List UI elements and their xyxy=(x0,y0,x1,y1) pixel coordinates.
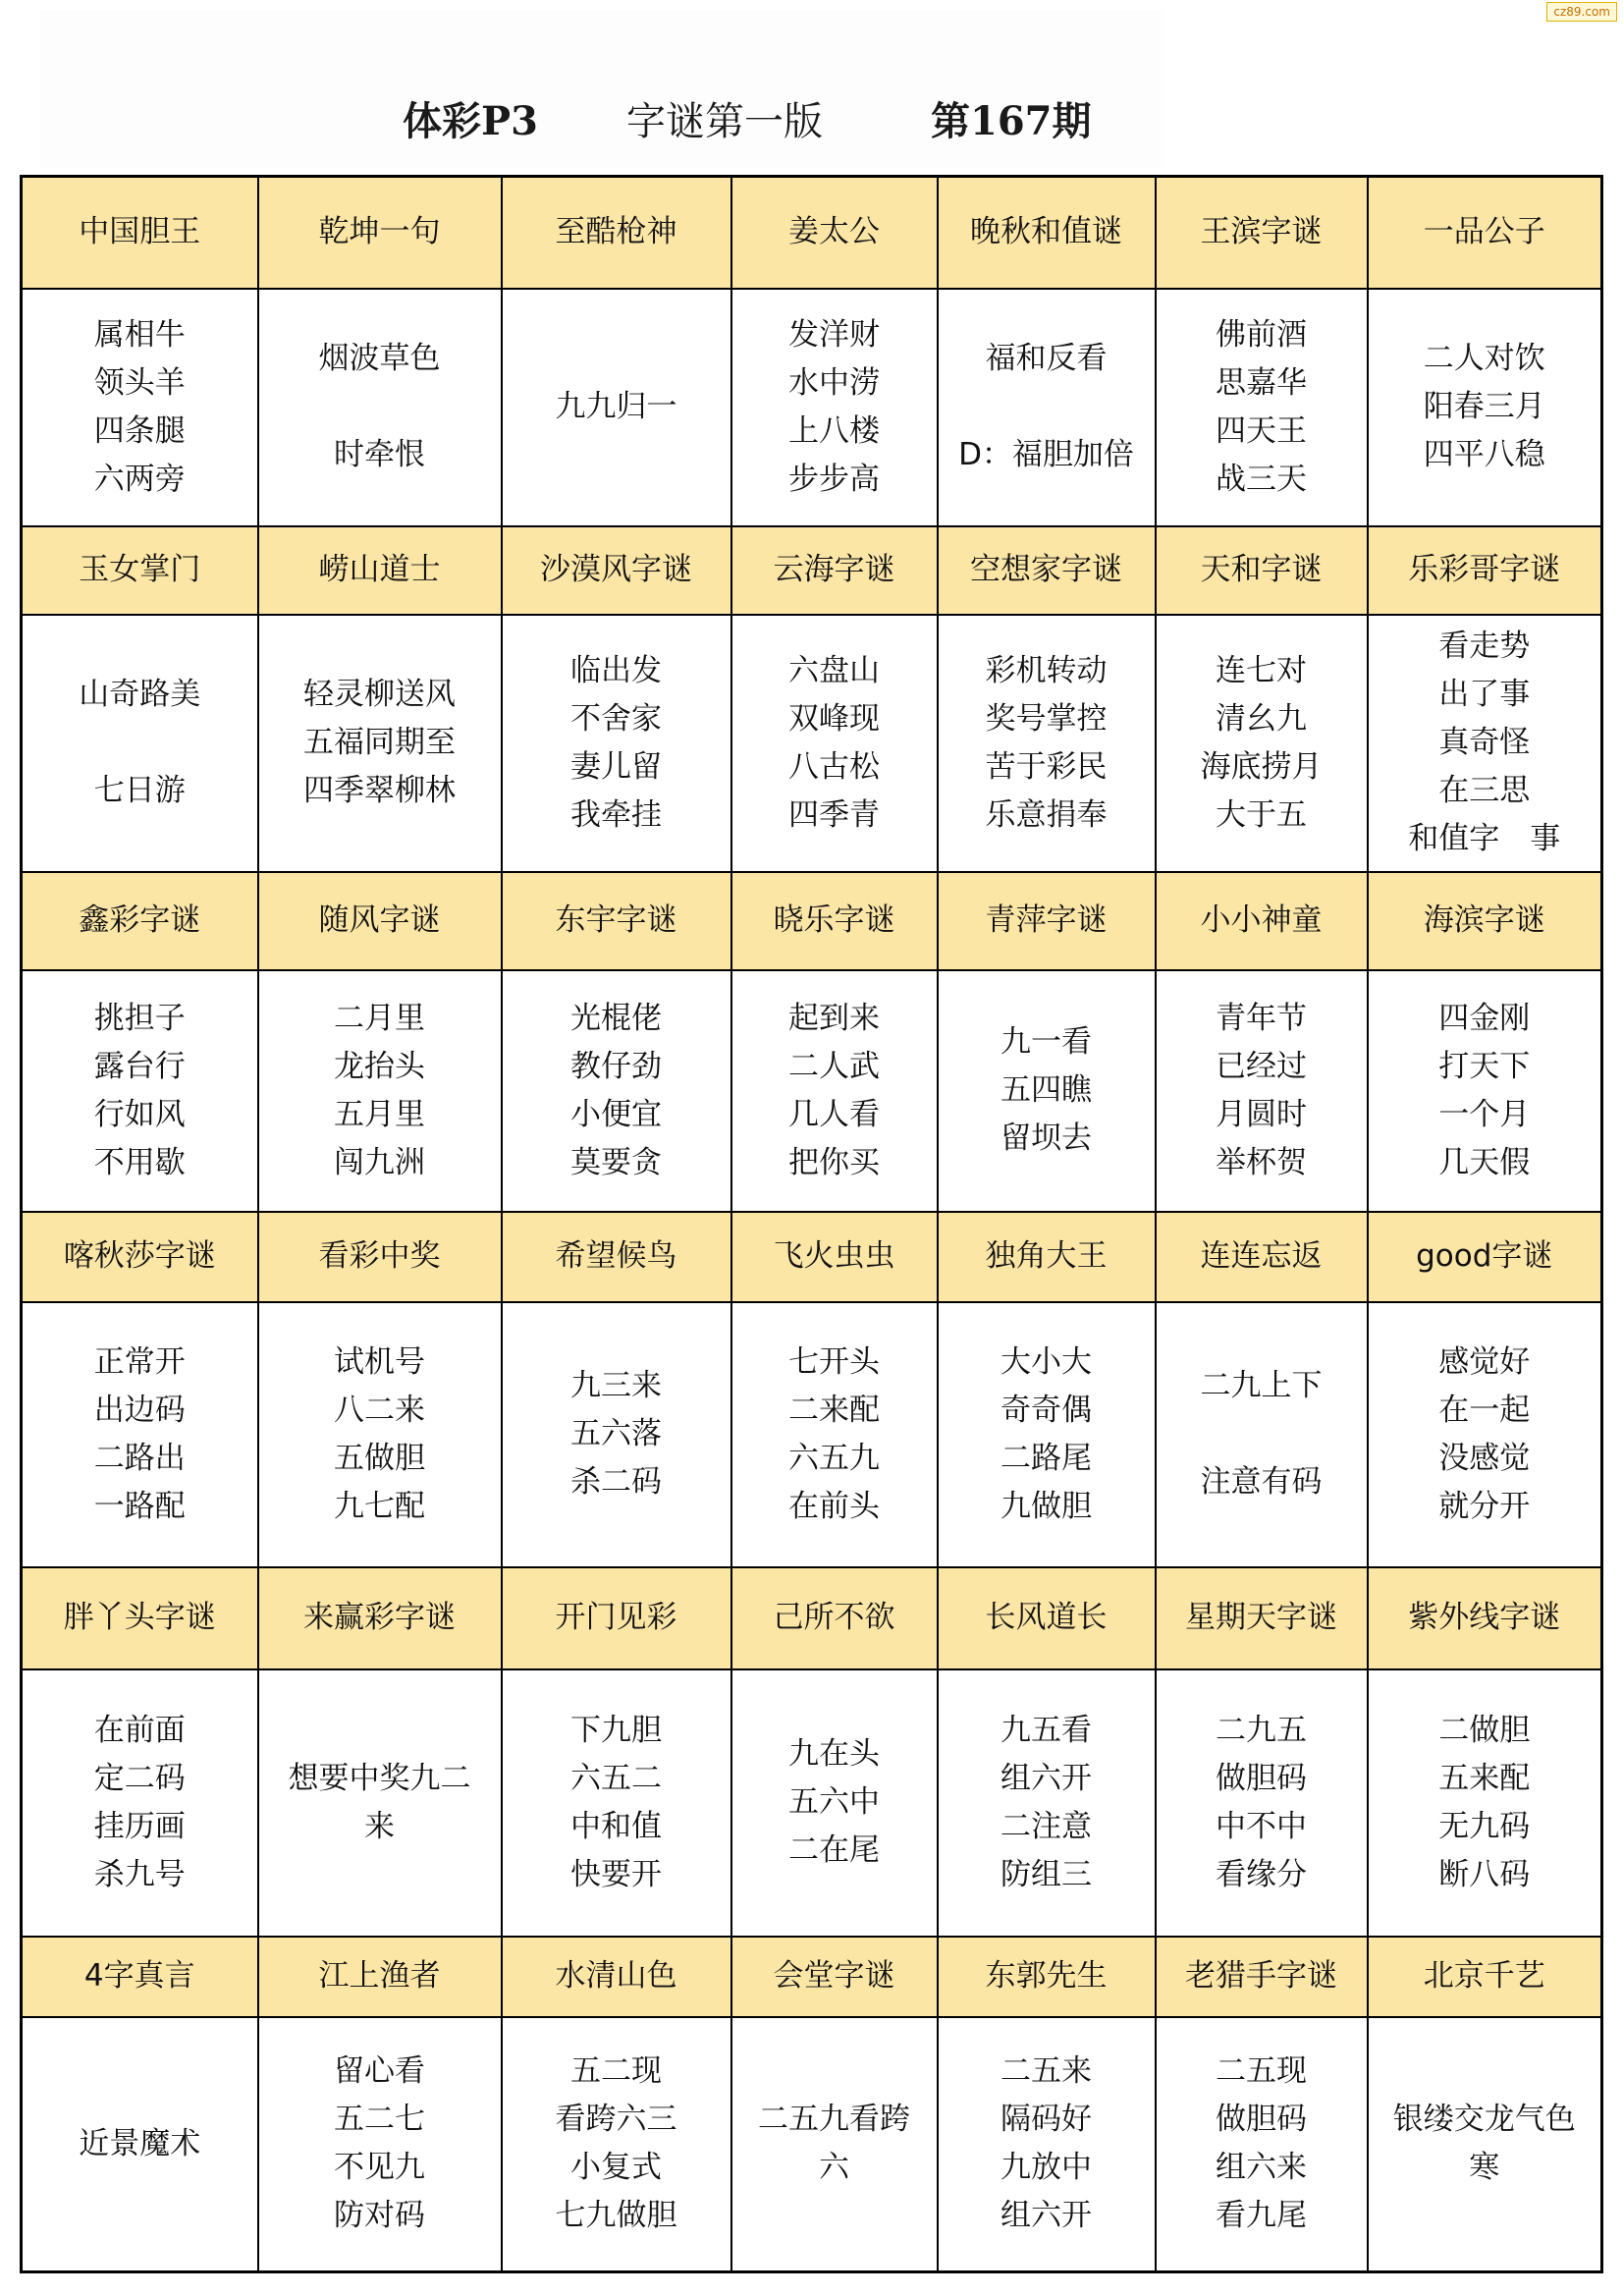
riddle-cell xyxy=(938,1669,1156,1937)
riddle-line: 无九码 xyxy=(1438,1808,1531,1844)
section-header: 至酷枪神 xyxy=(502,177,731,289)
riddle-line: 海底捞月 xyxy=(1200,748,1323,785)
riddle-line: 银缕交龙气色 xyxy=(1392,2102,1576,2138)
riddle-line: 七九做胆 xyxy=(555,2198,677,2234)
riddle-line: 挂历画 xyxy=(93,1808,186,1844)
section-header: 4字真言 xyxy=(22,1937,258,2017)
riddle-line: 五六中 xyxy=(788,1784,880,1820)
riddle-line: 杀九号 xyxy=(93,1856,186,1892)
riddle-line: 行如风 xyxy=(93,1096,186,1132)
riddle-line: 二五来 xyxy=(1001,2053,1092,2090)
riddle-line: 四金刚 xyxy=(1438,1000,1531,1036)
riddle-line: 就分开 xyxy=(1438,1488,1531,1524)
riddle-line: 正常开 xyxy=(93,1343,186,1380)
riddle-line: 六五九 xyxy=(788,1440,880,1476)
riddle-line: 九九归一 xyxy=(555,389,677,424)
header-row xyxy=(22,1212,1602,1302)
content-row xyxy=(22,1669,1602,1937)
riddle-line: 九五看 xyxy=(1001,1712,1092,1748)
riddle-line: 佛前酒 xyxy=(1216,316,1307,353)
section-header: 喀秋莎字谜 xyxy=(22,1212,258,1302)
riddle-line: 防组三 xyxy=(1001,1856,1092,1892)
riddle-cell xyxy=(258,2017,502,2272)
riddle-cell xyxy=(502,289,731,526)
riddle-line: 阳春三月 xyxy=(1423,389,1545,424)
riddle-line: 不舍家 xyxy=(570,700,662,737)
riddle-line: 一个月 xyxy=(1438,1096,1531,1132)
section-header: 胖丫头字谜 xyxy=(22,1567,258,1669)
section-header: 崂山道士 xyxy=(258,526,502,615)
riddle-line: 杀二码 xyxy=(570,1464,662,1500)
riddle-line: 八二来 xyxy=(334,1392,425,1428)
riddle-line: 一路配 xyxy=(93,1488,186,1524)
header-row xyxy=(22,872,1602,970)
riddle-line: 二人武 xyxy=(788,1048,880,1084)
section-header: 晓乐字谜 xyxy=(731,872,938,970)
riddle-line: 教仔劲 xyxy=(570,1048,662,1084)
riddle-line: 快要开 xyxy=(570,1856,662,1892)
riddle-line: 九做胆 xyxy=(1001,1488,1092,1524)
riddle-line: 来 xyxy=(364,1808,395,1844)
riddle-cell xyxy=(22,2017,258,2272)
riddle-line: 二来配 xyxy=(788,1392,880,1428)
riddle-cell xyxy=(258,615,502,872)
riddle-cell xyxy=(938,289,1156,526)
riddle-line: 中不中 xyxy=(1216,1808,1307,1844)
riddle-line: 九七配 xyxy=(334,1488,425,1524)
title-issue: 第167期 xyxy=(931,98,1092,144)
riddle-cell xyxy=(502,615,731,872)
riddle-line xyxy=(263,383,497,431)
section-header: 沙漠风字谜 xyxy=(502,526,731,615)
riddle-line: 思嘉华 xyxy=(1216,364,1307,401)
page-title xyxy=(0,90,1623,155)
riddle-line xyxy=(27,719,253,767)
riddle-line: 小复式 xyxy=(570,2150,662,2186)
riddle-line: 四季青 xyxy=(788,796,880,833)
section-header: 连连忘返 xyxy=(1156,1212,1368,1302)
section-header: 长风道长 xyxy=(938,1567,1156,1669)
riddle-table xyxy=(20,175,1603,2273)
riddle-line: 六两旁 xyxy=(93,461,186,497)
section-header: 东郭先生 xyxy=(938,1937,1156,2017)
riddle-cell xyxy=(502,1302,731,1567)
section-header: 会堂字谜 xyxy=(731,1937,938,2017)
riddle-line: 九一看 xyxy=(1001,1024,1092,1060)
section-header: 希望候鸟 xyxy=(502,1212,731,1302)
riddle-cell xyxy=(1368,1302,1602,1567)
section-header: 独角大王 xyxy=(938,1212,1156,1302)
riddle-line: 不用歇 xyxy=(93,1144,186,1180)
riddle-line: 双峰现 xyxy=(788,700,880,737)
riddle-line xyxy=(1161,1410,1363,1458)
riddle-cell xyxy=(22,1669,258,1937)
riddle-cell xyxy=(1156,1669,1368,1937)
riddle-cell xyxy=(258,970,502,1212)
riddle-cell xyxy=(258,1302,502,1567)
content-row xyxy=(22,289,1602,526)
riddle-line: 在三思 xyxy=(1438,773,1531,808)
section-header: 老猎手字谜 xyxy=(1156,1937,1368,2017)
riddle-line: 奖号掌控 xyxy=(985,700,1108,737)
riddle-line: 妻儿留 xyxy=(570,748,662,785)
riddle-line: 在一起 xyxy=(1438,1392,1531,1428)
riddle-line: 二注意 xyxy=(1001,1808,1092,1844)
riddle-line: 九三来 xyxy=(570,1368,662,1403)
riddle-line: 六 xyxy=(819,2150,849,2186)
riddle-line: 七开头 xyxy=(788,1343,880,1380)
riddle-line: 五六落 xyxy=(570,1416,662,1451)
riddle-line: 二九五 xyxy=(1216,1712,1307,1748)
riddle-line: 闯九洲 xyxy=(334,1144,425,1180)
riddle-cell xyxy=(22,615,258,872)
riddle-line: 四平八稳 xyxy=(1423,437,1545,472)
site-watermark: cz89.com xyxy=(1546,2,1617,22)
riddle-line: 在前面 xyxy=(93,1712,186,1748)
section-header: 青萍字谜 xyxy=(938,872,1156,970)
riddle-line: 注意有码 xyxy=(1200,1464,1323,1500)
section-header: 看彩中奖 xyxy=(258,1212,502,1302)
riddle-line: 山奇路美 xyxy=(79,677,201,712)
riddle-cell xyxy=(502,1669,731,1937)
riddle-line: 小便宜 xyxy=(570,1096,662,1132)
riddle-line: 定二码 xyxy=(93,1760,186,1796)
riddle-line: 做胆码 xyxy=(1216,1760,1307,1796)
riddle-line: 感觉好 xyxy=(1438,1343,1531,1380)
section-header: 乐彩哥字谜 xyxy=(1368,526,1602,615)
riddle-line: 二五九看跨 xyxy=(758,2102,910,2138)
riddle-line: 二路出 xyxy=(93,1440,186,1476)
riddle-line: 挑担子 xyxy=(93,1000,186,1036)
riddle-line: 领头羊 xyxy=(93,364,186,401)
riddle-line: 五福同期至 xyxy=(303,725,456,760)
section-header: 随风字谜 xyxy=(258,872,502,970)
riddle-line: 二五现 xyxy=(1216,2053,1307,2090)
riddle-cell xyxy=(1368,1669,1602,1937)
section-header: 乾坤一句 xyxy=(258,177,502,289)
riddle-cell xyxy=(258,1669,502,1937)
riddle-line: 大于五 xyxy=(1216,796,1307,833)
section-header: 晚秋和值谜 xyxy=(938,177,1156,289)
section-header: 姜太公 xyxy=(731,177,938,289)
riddle-line: 出了事 xyxy=(1438,677,1531,712)
riddle-line: 八古松 xyxy=(788,748,880,785)
riddle-line: 看走势 xyxy=(1438,629,1531,664)
riddle-line: 烟波草色 xyxy=(318,341,441,376)
riddle-line: 月圆时 xyxy=(1216,1096,1307,1132)
riddle-line: 组六开 xyxy=(1001,1760,1092,1796)
section-header: 空想家字谜 xyxy=(938,526,1156,615)
section-header: 开门见彩 xyxy=(502,1567,731,1669)
section-header: 己所不欲 xyxy=(731,1567,938,1669)
header-row xyxy=(22,526,1602,615)
riddle-line: 五四瞧 xyxy=(1001,1072,1092,1108)
riddle-line: 彩机转动 xyxy=(985,652,1108,688)
riddle-cell xyxy=(731,1669,938,1937)
riddle-line: 乐意捐奉 xyxy=(985,796,1108,833)
riddle-cell xyxy=(1368,615,1602,872)
riddle-line: 出边码 xyxy=(93,1392,186,1428)
riddle-line: 时牵恨 xyxy=(334,437,425,472)
riddle-line: 奇奇偶 xyxy=(1001,1392,1092,1428)
riddle-cell xyxy=(731,970,938,1212)
riddle-cell xyxy=(938,2017,1156,2272)
section-header: 中国胆王 xyxy=(22,177,258,289)
riddle-cell xyxy=(938,615,1156,872)
riddle-cell xyxy=(731,289,938,526)
section-header: 江上渔者 xyxy=(258,1937,502,2017)
section-header: 来赢彩字谜 xyxy=(258,1567,502,1669)
section-header: 玉女掌门 xyxy=(22,526,258,615)
riddle-line: 和值字 事 xyxy=(1408,821,1561,856)
riddle-line: 防对码 xyxy=(334,2198,425,2234)
section-header: 水清山色 xyxy=(502,1937,731,2017)
riddle-line: 举杯贺 xyxy=(1216,1144,1307,1180)
riddle-line: 看跨六三 xyxy=(555,2102,677,2138)
riddle-line: 水中涝 xyxy=(788,364,880,401)
riddle-line: 临出发 xyxy=(570,652,662,688)
riddle-line: 福和反看 xyxy=(985,341,1108,376)
riddle-line: 留心看 xyxy=(334,2053,425,2090)
riddle-line: 四条腿 xyxy=(93,412,186,449)
riddle-line: 清幺九 xyxy=(1216,700,1307,737)
riddle-line: 组六来 xyxy=(1216,2150,1307,2186)
riddle-line: 二人对饮 xyxy=(1423,341,1545,376)
riddle-line: 苦于彩民 xyxy=(985,748,1108,785)
riddle-line: 近景魔术 xyxy=(79,2125,201,2161)
section-header: 鑫彩字谜 xyxy=(22,872,258,970)
title-subtitle: 字谜第一版 xyxy=(626,99,823,144)
riddle-cell xyxy=(731,615,938,872)
riddle-line: 战三天 xyxy=(1216,461,1307,497)
section-header: 云海字谜 xyxy=(731,526,938,615)
section-header: 紫外线字谜 xyxy=(1368,1567,1602,1669)
section-header: 飞火虫虫 xyxy=(731,1212,938,1302)
riddle-line: 寒 xyxy=(1469,2150,1500,2186)
riddle-cell xyxy=(938,1302,1156,1567)
riddle-cell xyxy=(938,970,1156,1212)
riddle-cell xyxy=(258,289,502,526)
riddle-line: 几人看 xyxy=(788,1096,880,1132)
content-row xyxy=(22,2017,1602,2272)
riddle-line: 真奇怪 xyxy=(1438,725,1531,760)
riddle-line: 大小大 xyxy=(1001,1343,1092,1380)
riddle-line: 我牵挂 xyxy=(570,796,662,833)
riddle-cell xyxy=(22,289,258,526)
riddle-line: 光棍佬 xyxy=(570,1000,662,1036)
section-header: 一品公子 xyxy=(1368,177,1602,289)
riddle-line: 没感觉 xyxy=(1438,1440,1531,1476)
title-brand: 体彩P3 xyxy=(403,98,538,144)
riddle-line: 四季翠柳林 xyxy=(303,773,456,808)
riddle-cell xyxy=(22,970,258,1212)
header-row xyxy=(22,177,1602,289)
riddle-line: 轻灵柳送风 xyxy=(303,677,456,712)
riddle-line: D：福胆加倍 xyxy=(958,437,1134,472)
riddle-line: 青年节 xyxy=(1216,1000,1307,1036)
riddle-line: 留坝去 xyxy=(1001,1121,1092,1156)
section-header: 王滨字谜 xyxy=(1156,177,1368,289)
riddle-cell xyxy=(502,2017,731,2272)
riddle-line: 九在头 xyxy=(788,1736,880,1772)
riddle-line: 发洋财 xyxy=(788,316,880,353)
riddle-line: 二在尾 xyxy=(788,1832,880,1868)
riddle-line: 五二现 xyxy=(570,2053,662,2090)
riddle-cell xyxy=(1156,289,1368,526)
section-header: 天和字谜 xyxy=(1156,526,1368,615)
riddle-cell xyxy=(1368,289,1602,526)
riddle-cell xyxy=(1156,1302,1368,1567)
riddle-line: 断八码 xyxy=(1438,1856,1531,1892)
riddle-line: 试机号 xyxy=(334,1343,425,1380)
riddle-line: 莫要贪 xyxy=(570,1144,662,1180)
riddle-line: 六五二 xyxy=(570,1760,662,1796)
riddle-line: 二路尾 xyxy=(1001,1440,1092,1476)
riddle-cell xyxy=(502,970,731,1212)
riddle-line: 二做胆 xyxy=(1438,1712,1531,1748)
riddle-line: 五做胆 xyxy=(334,1440,425,1476)
content-row xyxy=(22,1302,1602,1567)
riddle-line: 想要中奖九二 xyxy=(288,1760,471,1796)
riddle-line: 上八楼 xyxy=(788,412,880,449)
riddle-line: 属相牛 xyxy=(93,316,186,353)
riddle-line: 步步高 xyxy=(788,461,880,497)
section-header: 海滨字谜 xyxy=(1368,872,1602,970)
riddle-line: 五来配 xyxy=(1438,1760,1531,1796)
riddle-line: 露台行 xyxy=(93,1048,186,1084)
riddle-line: 七日游 xyxy=(93,773,186,808)
content-row xyxy=(22,970,1602,1212)
riddle-cell xyxy=(1156,970,1368,1212)
riddle-line: 四天王 xyxy=(1216,412,1307,449)
riddle-cell xyxy=(1156,2017,1368,2272)
section-header: 东宇字谜 xyxy=(502,872,731,970)
riddle-line: 六盘山 xyxy=(788,652,880,688)
section-header: 星期天字谜 xyxy=(1156,1567,1368,1669)
riddle-line: 下九胆 xyxy=(570,1712,662,1748)
riddle-line: 起到来 xyxy=(788,1000,880,1036)
riddle-cell xyxy=(1368,970,1602,1212)
section-header: 小小神童 xyxy=(1156,872,1368,970)
riddle-line: 打天下 xyxy=(1438,1048,1531,1084)
riddle-line: 已经过 xyxy=(1216,1048,1307,1084)
header-row xyxy=(22,1937,1602,2017)
riddle-line xyxy=(943,383,1151,431)
riddle-line: 在前头 xyxy=(788,1488,880,1524)
riddle-line: 看九尾 xyxy=(1216,2198,1307,2234)
riddle-line: 隔码好 xyxy=(1001,2102,1092,2138)
riddle-cell xyxy=(731,1302,938,1567)
riddle-cell xyxy=(22,1302,258,1567)
riddle-line: 把你买 xyxy=(788,1144,880,1180)
riddle-line: 二九上下 xyxy=(1200,1368,1323,1403)
section-header: 北京千艺 xyxy=(1368,1937,1602,2017)
riddle-cell xyxy=(1156,615,1368,872)
riddle-line: 几天假 xyxy=(1438,1144,1531,1180)
riddle-line: 五二七 xyxy=(334,2102,425,2138)
riddle-line: 五月里 xyxy=(334,1096,425,1132)
riddle-line: 连七对 xyxy=(1216,652,1307,688)
section-header: good字谜 xyxy=(1368,1212,1602,1302)
riddle-line: 看缘分 xyxy=(1216,1856,1307,1892)
riddle-line: 二月里 xyxy=(334,1000,425,1036)
riddle-line: 龙抬头 xyxy=(334,1048,425,1084)
riddle-line: 九放中 xyxy=(1001,2150,1092,2186)
riddle-line: 中和值 xyxy=(570,1808,662,1844)
riddle-cell xyxy=(731,2017,938,2272)
header-row xyxy=(22,1567,1602,1669)
riddle-line: 不见九 xyxy=(334,2150,425,2186)
riddle-line: 组六开 xyxy=(1001,2198,1092,2234)
content-row xyxy=(22,615,1602,872)
riddle-line: 做胆码 xyxy=(1216,2102,1307,2138)
riddle-cell xyxy=(1368,2017,1602,2272)
